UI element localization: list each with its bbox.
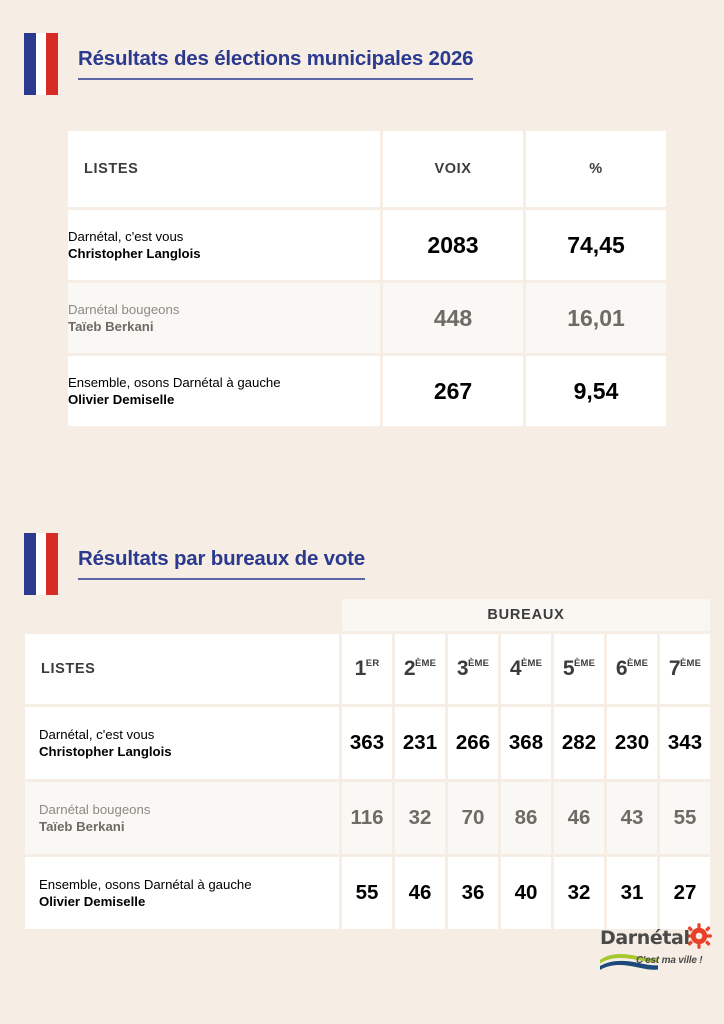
bureau-value: 266: [448, 707, 498, 779]
bureau-value: 32: [395, 782, 445, 854]
table-header-row: [68, 131, 666, 207]
list-cell: [68, 283, 380, 353]
logo-wordmark: Darnétal: [600, 927, 690, 949]
bureau-value: 46: [554, 782, 604, 854]
list-name: Ensemble, osons Darnétal à gauche: [68, 374, 281, 390]
header-voix: VOIX: [383, 131, 523, 207]
bureau-value: 46: [395, 857, 445, 929]
header-bureau-3: [448, 634, 498, 704]
voix-value: 267: [383, 356, 523, 426]
french-flag-icon: [24, 533, 58, 595]
logo-tagline: C'est ma ville !: [636, 955, 703, 966]
voix-value: 2083: [383, 210, 523, 280]
title-wrap: [78, 548, 365, 579]
bureau-number: 6: [615, 657, 627, 680]
bureau-ordinal: ÈME: [574, 658, 596, 669]
header-listes: LISTES: [25, 634, 339, 704]
title-underline: [78, 78, 473, 80]
percent-value: 9,54: [526, 356, 666, 426]
bureau-value: 32: [554, 857, 604, 929]
bureau-value: 343: [660, 707, 710, 779]
section-title: Résultats par bureaux de vote: [78, 547, 365, 571]
bureau-value: 282: [554, 707, 604, 779]
bureau-ordinal: ÈME: [680, 658, 702, 669]
bureau-number: 7: [668, 657, 680, 680]
bureau-value: 27: [660, 857, 710, 929]
header-bureau-5: [554, 634, 604, 704]
list-cell: [25, 707, 339, 779]
table-row: [25, 857, 710, 929]
section-title-by-bureau: [24, 533, 365, 595]
list-cell: [25, 857, 339, 929]
bureau-ordinal: ER: [365, 658, 380, 669]
bureau-number: 1: [354, 657, 366, 680]
header-bureau-2: [395, 634, 445, 704]
bureau-value: 368: [501, 707, 551, 779]
header-bureau-4: [501, 634, 551, 704]
table-row: [68, 356, 666, 426]
candidate-name: Christopher Langlois: [68, 246, 201, 261]
list-name: Darnétal bougeons: [68, 301, 180, 317]
bureau-ordinal: ÈME: [521, 658, 543, 669]
bureau-number: 4: [509, 657, 521, 680]
table-header-row: [25, 634, 710, 704]
candidate-name: Christopher Langlois: [39, 744, 172, 759]
bureau-number: 5: [562, 657, 574, 680]
table-row: [25, 707, 710, 779]
candidate-name: Olivier Demiselle: [68, 392, 175, 407]
results-table: [65, 128, 669, 429]
bureaux-group-header-row: [25, 599, 710, 631]
bureau-value: 31: [607, 857, 657, 929]
page-title: Résultats des élections municipales 2026: [78, 47, 474, 71]
bureau-value: 231: [395, 707, 445, 779]
bureau-results-table: [22, 596, 713, 932]
table-row: [68, 210, 666, 280]
bureau-value: 43: [607, 782, 657, 854]
darnetal-logo: [598, 925, 714, 981]
bureau-ordinal: ÈME: [627, 658, 649, 669]
title-wrap: [78, 48, 473, 79]
spacer-cell: [25, 599, 339, 631]
voix-value: 448: [383, 283, 523, 353]
list-cell: [68, 210, 380, 280]
candidate-name: Taïeb Berkani: [68, 319, 154, 334]
bureau-value: 55: [660, 782, 710, 854]
header-bureau-6: [607, 634, 657, 704]
bureau-value: 116: [342, 782, 392, 854]
bureau-ordinal: ÈME: [468, 658, 490, 669]
bureau-number: 2: [403, 657, 415, 680]
bureau-value: 40: [501, 857, 551, 929]
bureau-value: 86: [501, 782, 551, 854]
section-title-results: [24, 33, 473, 95]
header-listes: LISTES: [68, 131, 380, 207]
header-bureau-1: [342, 634, 392, 704]
bureau-value: 363: [342, 707, 392, 779]
percent-value: 74,45: [526, 210, 666, 280]
candidate-name: Olivier Demiselle: [39, 894, 146, 909]
french-flag-icon: [24, 33, 58, 95]
header-percent: %: [526, 131, 666, 207]
bureau-number: 3: [456, 657, 468, 680]
gear-icon: [686, 923, 712, 949]
list-cell: [25, 782, 339, 854]
table-row: [68, 283, 666, 353]
header-bureaux: BUREAUX: [342, 599, 710, 631]
bureau-value: 55: [342, 857, 392, 929]
header-bureau-7: [660, 634, 710, 704]
percent-value: 16,01: [526, 283, 666, 353]
bureau-value: 70: [448, 782, 498, 854]
title-underline: [78, 578, 365, 580]
candidate-name: Taïeb Berkani: [39, 819, 125, 834]
list-name: Ensemble, osons Darnétal à gauche: [39, 876, 252, 892]
bureau-ordinal: ÈME: [415, 658, 437, 669]
bureau-value: 36: [448, 857, 498, 929]
list-cell: [68, 356, 380, 426]
bureau-value: 230: [607, 707, 657, 779]
list-name: Darnétal, c'est vous: [39, 726, 155, 742]
list-name: Darnétal, c'est vous: [68, 228, 184, 244]
list-name: Darnétal bougeons: [39, 801, 151, 817]
table-row: [25, 782, 710, 854]
